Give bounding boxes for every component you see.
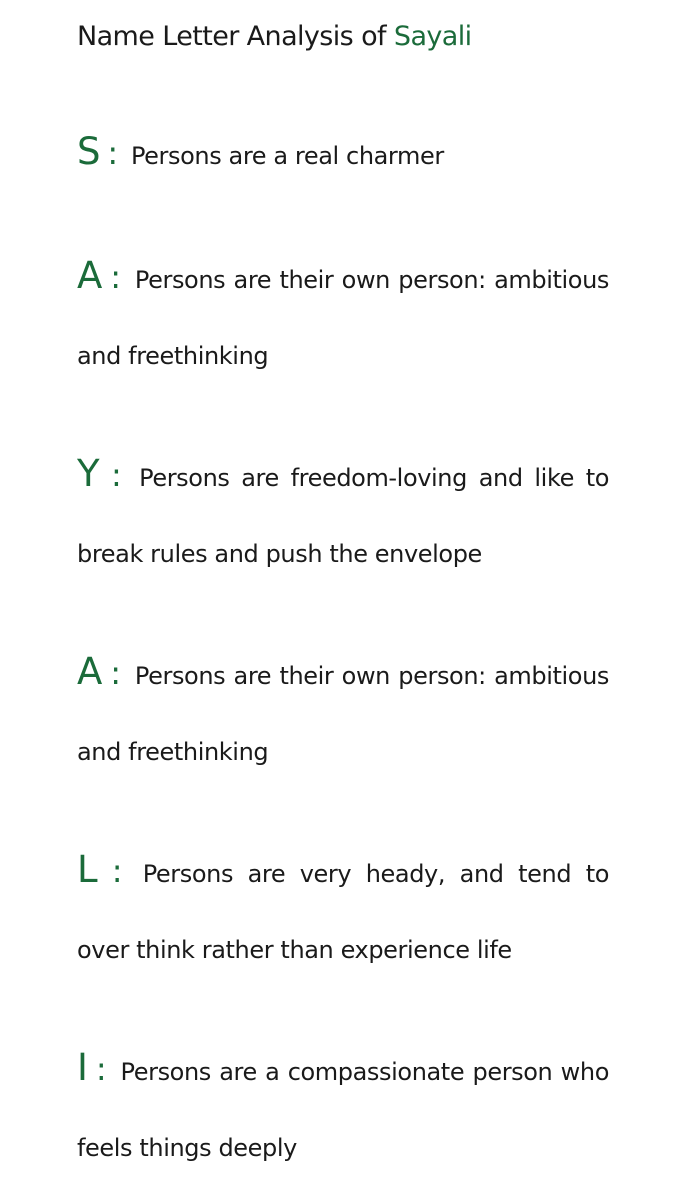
- entry-separator: :: [107, 134, 118, 172]
- letter-entry: [77, 1030, 609, 1186]
- page-title: [77, 18, 472, 56]
- entry-description: Persons are a compassionate person who feels things deeply: [77, 1058, 609, 1162]
- entry-description: Persons are their own person: ambitious and freethinking: [77, 662, 609, 766]
- entry-letter: A: [77, 650, 102, 693]
- entry-description: Persons are very heady, and tend to over think rather than experience life: [77, 860, 609, 964]
- letter-entry: [77, 436, 609, 592]
- entry-separator: :: [95, 1050, 107, 1088]
- entry-letter: I: [77, 1046, 88, 1089]
- entry-separator: :: [111, 852, 123, 890]
- entry-separator: :: [110, 456, 122, 494]
- letter-entry: [77, 832, 609, 988]
- entry-description: Persons are freedom-loving and like to break rules and push the envelope: [77, 464, 610, 568]
- letter-entry: [77, 114, 609, 194]
- entry-separator: :: [110, 258, 121, 296]
- analyzed-name: Sayali: [393, 21, 472, 52]
- entry-description: Persons are a real charmer: [130, 142, 444, 170]
- letter-entry: [77, 634, 609, 790]
- entry-letter: A: [77, 254, 102, 297]
- entry-letter: Y: [77, 452, 100, 495]
- letter-entry: [77, 238, 609, 394]
- entry-letter: S: [77, 130, 101, 173]
- page-title-prefix: Name Letter Analysis of: [77, 21, 386, 52]
- entry-description: Persons are their own person: ambitious and freethinking: [77, 266, 609, 370]
- entry-separator: :: [110, 654, 121, 692]
- entry-letter: L: [77, 848, 98, 891]
